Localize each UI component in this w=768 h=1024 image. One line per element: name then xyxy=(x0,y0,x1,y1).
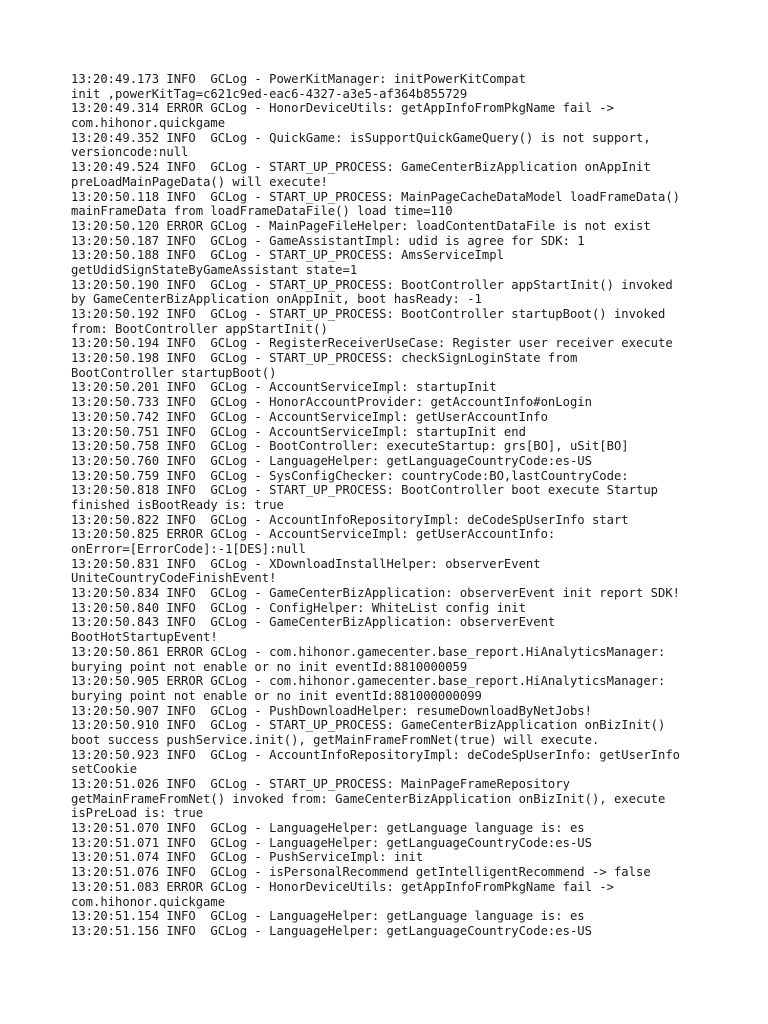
document-page xyxy=(71,72,751,939)
log-line: 13:20:50.201 INFO GCLog - AccountServiceImpl: startupInit xyxy=(71,380,497,395)
log-line: 13:20:51.083 ERROR GCLog - HonorDeviceUtils: getAppInfoFromPkgName fail -> xyxy=(71,879,614,894)
log-line: 13:20:49.524 INFO GCLog - START_UP_PROCESS: GameCenterBizApplication onAppInit xyxy=(71,160,651,175)
log-line: by GameCenterBizApplication onAppInit, boot hasReady: -1 xyxy=(71,292,482,307)
log-line: 13:20:51.156 INFO GCLog - LanguageHelper: getLanguageCountryCode:es-US xyxy=(71,923,592,938)
log-line: 13:20:50.188 INFO GCLog - START_UP_PROCESS: AmsServiceImpl xyxy=(71,248,504,263)
log-line: 13:20:50.923 INFO GCLog - AccountInfoRepositoryImpl: deCodeSpUserInfo: getUserInfo xyxy=(71,747,681,762)
log-line: 13:20:51.026 INFO GCLog - START_UP_PROCESS: MainPageFrameRepository xyxy=(71,777,570,791)
log-line: 13:20:50.742 INFO GCLog - AccountServiceImpl: getUserAccountInfo xyxy=(71,409,548,424)
log-line: 13:20:50.910 INFO GCLog - START_UP_PROCESS: GameCenterBizApplication onBizInit() xyxy=(71,718,666,733)
log-line: 13:20:50.840 INFO GCLog - ConfigHelper: WhiteList config init xyxy=(71,600,526,615)
log-line: 13:20:50.118 INFO GCLog - START_UP_PROCESS: MainPageCacheDataModel loadFrameData() xyxy=(71,189,681,204)
log-line: BootHotStartupEvent! xyxy=(71,630,218,645)
log-line: 13:20:50.759 INFO GCLog - SysConfigChecker: countryCode:BO,lastCountryCode: xyxy=(71,468,629,483)
log-line: getUdidSignStateByGameAssistant state=1 xyxy=(71,262,358,277)
log-line: UniteCountryCodeFinishEvent! xyxy=(71,571,277,586)
log-line: 13:20:51.076 INFO GCLog - isPersonalRecommend getIntelligentRecommend -> false xyxy=(71,865,651,880)
log-line: finished isBootReady is: true xyxy=(71,497,284,512)
log-line: 13:20:50.861 ERROR GCLog - com.hihonor.gamecenter.base_report.HiAnalyticsManager: xyxy=(71,644,666,659)
log-line: isPreLoad is: true xyxy=(71,806,204,821)
log-line: 13:20:50.192 INFO GCLog - START_UP_PROCESS: BootController startupBoot() invoked xyxy=(71,307,666,321)
log-line: onError=[ErrorCode]:-1[DES]:null xyxy=(71,542,306,556)
log-line: burying point not enable or no init eventId:8810000059 xyxy=(71,659,468,674)
log-line: 13:20:51.070 INFO GCLog - LanguageHelper: getLanguage language is: es xyxy=(71,821,585,836)
log-line: setCookie xyxy=(71,762,138,777)
log-line: mainFrameData from loadFrameDataFile() load time=110 xyxy=(71,204,453,219)
log-line: 13:20:50.831 INFO GCLog - XDownloadInstallHelper: observerEvent xyxy=(71,556,541,571)
log-line: 13:20:50.760 INFO GCLog - LanguageHelper: getLanguageCountryCode:es-US xyxy=(71,453,592,468)
log-line: 13:20:51.154 INFO GCLog - LanguageHelper: getLanguage language is: es xyxy=(71,909,585,924)
log-line: 13:20:50.733 INFO GCLog - HonorAccountProvider: getAccountInfo#onLogin xyxy=(71,395,592,410)
log-line: com.hihonor.quickgame xyxy=(71,116,226,131)
log-line: init ,powerKitTag=c621c9ed-eac6-4327-a3e5-af364b855729 xyxy=(71,86,468,101)
log-line: 13:20:50.198 INFO GCLog - START_UP_PROCESS: checkSignLoginState from xyxy=(71,351,578,366)
log-line: 13:20:49.314 ERROR GCLog - HonorDeviceUtils: getAppInfoFromPkgName fail -> xyxy=(71,101,614,116)
log-line: BootController startupBoot() xyxy=(71,365,277,380)
log-line: 13:20:50.751 INFO GCLog - AccountServiceImpl: startupInit end xyxy=(71,424,526,439)
log-line: 13:20:50.818 INFO GCLog - START_UP_PROCESS: BootController boot execute Startup xyxy=(71,483,658,498)
log-line: com.hihonor.quickgame xyxy=(71,894,226,909)
log-line: 13:20:50.822 INFO GCLog - AccountInfoRepositoryImpl: deCodeSpUserInfo start xyxy=(71,512,629,527)
log-line: 13:20:50.187 INFO GCLog - GameAssistantImpl: udid is agree for SDK: 1 xyxy=(71,233,585,248)
log-line: boot success pushService.init(), getMainFrameFromNet(true) will execute. xyxy=(71,732,600,747)
log-line: 13:20:50.834 INFO GCLog - GameCenterBizApplication: observerEvent init report SDK! xyxy=(71,586,681,601)
log-line: 13:20:50.907 INFO GCLog - PushDownloadHelper: resumeDownloadByNetJobs! xyxy=(71,703,592,718)
log-line: 13:20:50.120 ERROR GCLog - MainPageFileHelper: loadContentDataFile is not exist xyxy=(71,218,651,233)
log-line: versioncode:null xyxy=(71,145,189,160)
log-line: 13:20:49.173 INFO GCLog - PowerKitManager: initPowerKitCompat xyxy=(71,72,526,86)
log-line: burying point not enable or no init eventId:881000000099 xyxy=(71,688,482,703)
log-line: from: BootController appStartInit() xyxy=(71,321,328,336)
log-line: 13:20:50.758 INFO GCLog - BootController: executeStartup: grs[BO], uSit[BO] xyxy=(71,439,629,454)
log-line: 13:20:51.074 INFO GCLog - PushServiceImpl: init xyxy=(71,850,424,865)
log-line: 13:20:50.843 INFO GCLog - GameCenterBizApplication: observerEvent xyxy=(71,615,556,630)
log-line: 13:20:51.071 INFO GCLog - LanguageHelper: getLanguageCountryCode:es-US xyxy=(71,835,592,850)
log-line: 13:20:50.194 INFO GCLog - RegisterReceiverUseCase: Register user receiver execute xyxy=(71,336,673,351)
log-line: 13:20:50.190 INFO GCLog - START_UP_PROCESS: BootController appStartInit() invoked xyxy=(71,277,673,292)
log-line: 13:20:50.825 ERROR GCLog - AccountServiceImpl: getUserAccountInfo: xyxy=(71,527,556,542)
log-text-block xyxy=(71,72,751,939)
log-line: 13:20:49.352 INFO GCLog - QuickGame: isSupportQuickGameQuery() is not support, xyxy=(71,130,651,145)
log-line: preLoadMainPageData() will execute! xyxy=(71,174,328,189)
log-line: getMainFrameFromNet() invoked from: GameCenterBizApplication onBizInit(), execute xyxy=(71,791,666,806)
log-line: 13:20:50.905 ERROR GCLog - com.hihonor.gamecenter.base_report.HiAnalyticsManager: xyxy=(71,674,666,689)
